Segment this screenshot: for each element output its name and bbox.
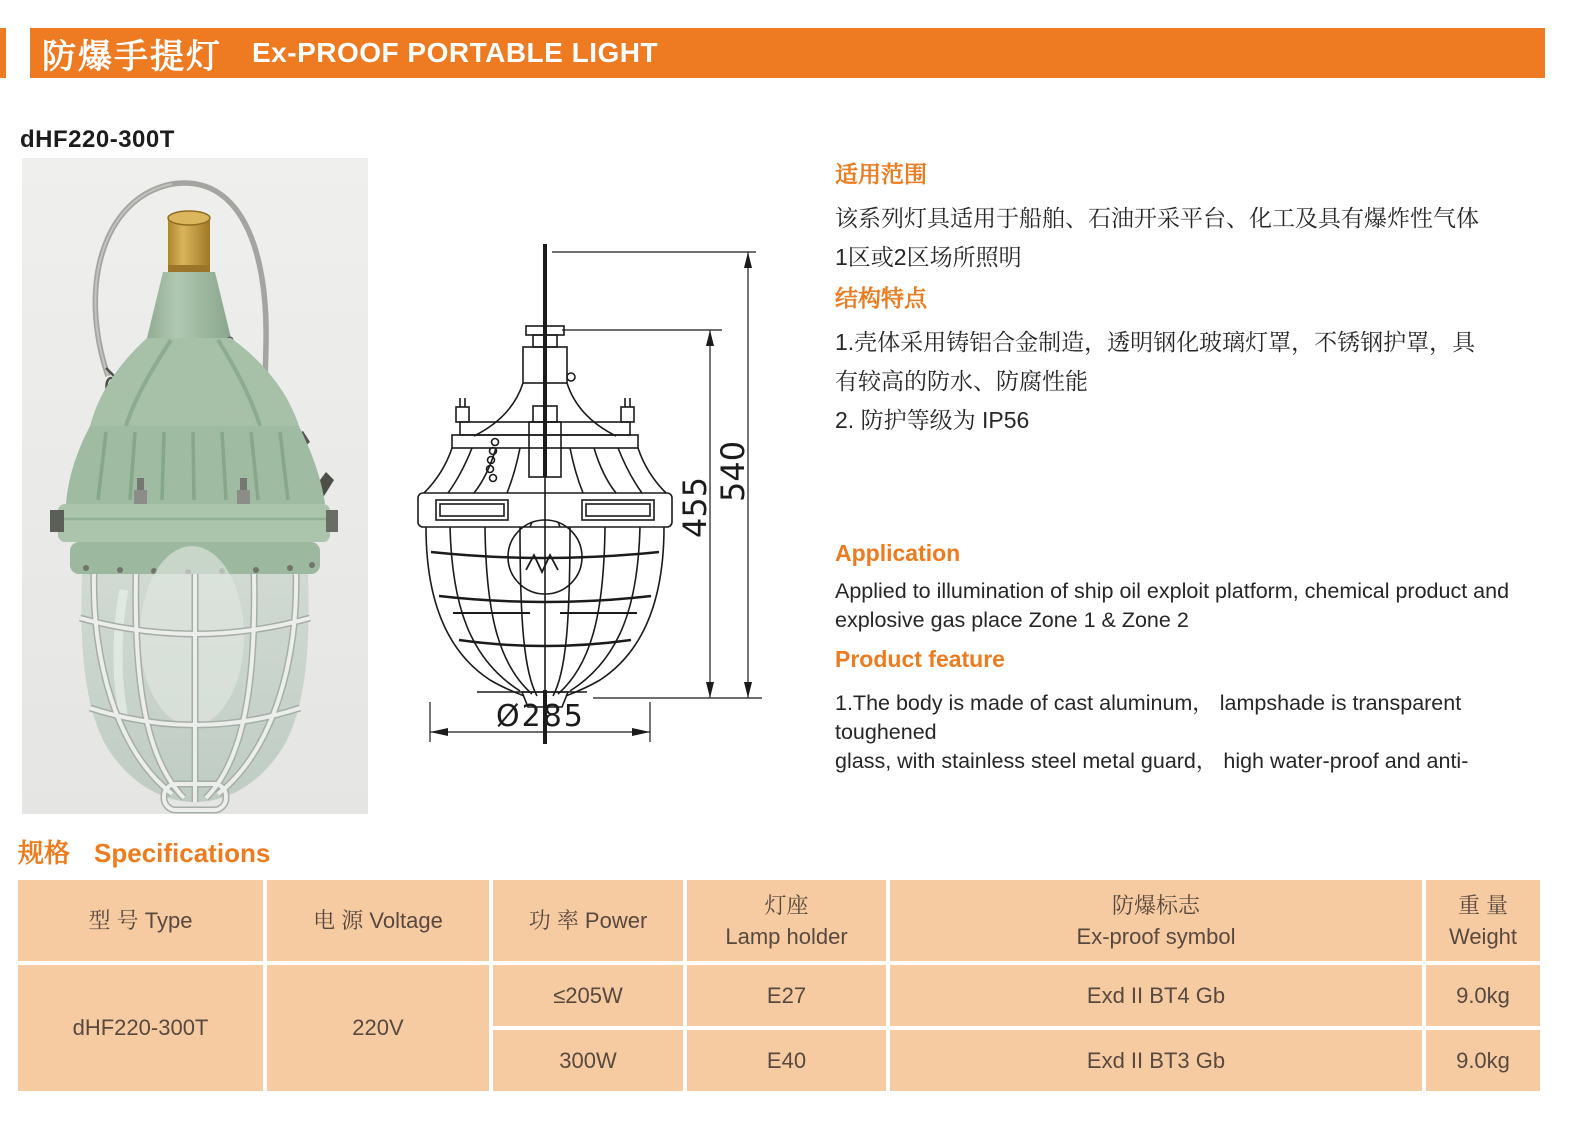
section-structure — [835, 280, 1573, 440]
application-line: Applied to illumination of ship oil exploit platform, chemical product and — [835, 579, 1510, 603]
cell-model: dHF220-300T — [18, 965, 263, 1091]
cell-ex-symbol: Exd II BT4 Gb — [890, 965, 1422, 1026]
cell-voltage: 220V — [267, 965, 489, 1091]
section-scope-heading: 适用范围 — [835, 161, 927, 187]
spec-table-row — [18, 965, 1540, 1026]
col-header-power: 功 率 Power — [493, 880, 683, 961]
model-number: dHF220-300T — [20, 126, 175, 153]
section-product-feature-heading: Product feature — [835, 646, 1005, 672]
application-line: explosive gas place Zone 1 & Zone 2 — [835, 608, 1189, 632]
col-header-weight: 重 量 Weight — [1426, 880, 1540, 961]
col-header-voltage: 电 源 Voltage — [267, 880, 489, 961]
specifications-heading-zh: 规格 — [18, 838, 71, 868]
feature-line: toughened — [835, 720, 937, 744]
cell-power: ≤205W — [493, 965, 683, 1026]
section-scope — [835, 156, 1573, 277]
page-title-zh: 防爆手提灯 — [42, 37, 222, 76]
structure-line: 有较高的防水、防腐性能 — [835, 368, 1088, 394]
cell-weight: 9.0kg — [1426, 965, 1540, 1026]
cell-power: 300W — [493, 1030, 683, 1091]
cell-ex-symbol: Exd II BT3 Gb — [890, 1030, 1422, 1091]
banner-edge-accent — [0, 28, 6, 78]
section-product-feature — [835, 646, 1573, 776]
product-photo-illustration — [22, 158, 368, 814]
col-header-type: 型 号 Type — [18, 880, 263, 961]
cell-lamp-holder: E27 — [687, 965, 886, 1026]
scope-line: 该系列灯具适用于船舶、石油开采平台、化工及具有爆炸性气体 — [835, 205, 1479, 231]
dimension-diameter: Ø285 — [496, 699, 585, 734]
spec-table-header-row — [18, 880, 1540, 961]
col-header-ex-proof-symbol: 防爆标志 Ex-proof symbol — [890, 880, 1422, 961]
specifications-heading-en: Specifications — [94, 838, 271, 868]
technical-drawing — [410, 230, 820, 790]
dimension-540: 540 — [714, 440, 752, 502]
feature-line: 1.The body is made of cast aluminum， lampshade is transparent — [835, 691, 1462, 715]
cell-weight: 9.0kg — [1426, 1030, 1540, 1091]
section-application-heading: Application — [835, 540, 961, 566]
specifications-heading — [18, 833, 270, 870]
feature-line: glass, with stainless steel metal guard， high water-proof and anti- — [835, 749, 1469, 773]
structure-line: 1.壳体采用铸铝合金制造，透明钢化玻璃灯罩，不锈钢护罩，具 — [835, 329, 1476, 355]
spec-table — [14, 876, 1544, 1095]
scope-line: 1区或2区场所照明 — [835, 244, 1022, 270]
page-title-en: Ex-PROOF PORTABLE LIGHT — [252, 37, 659, 68]
section-structure-heading: 结构特点 — [835, 285, 927, 311]
col-header-lamp-holder: 灯座 Lamp holder — [687, 880, 886, 961]
product-photo — [22, 158, 368, 814]
section-application — [835, 540, 1573, 635]
page-header-banner — [30, 28, 1545, 78]
technical-drawing-svg — [410, 230, 820, 790]
cell-lamp-holder: E40 — [687, 1030, 886, 1091]
dimension-455: 455 — [676, 476, 714, 538]
structure-line: 2. 防护等级为 IP56 — [835, 407, 1030, 433]
